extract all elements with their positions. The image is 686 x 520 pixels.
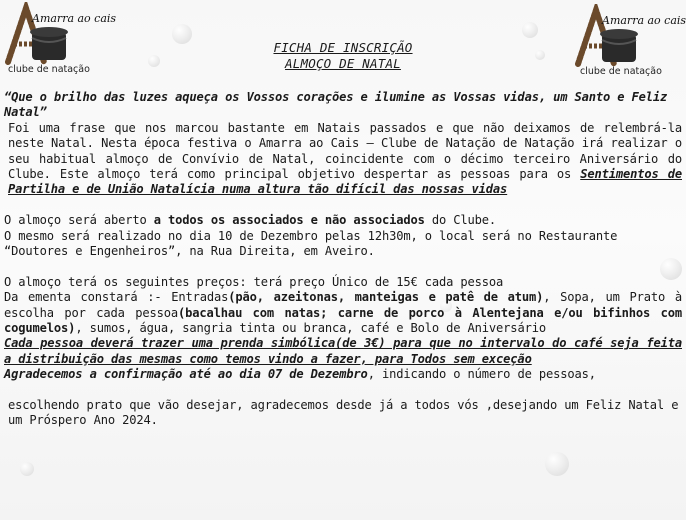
menu-text-end: , sumos, água, sangria tinta ou branca, café e Bolo de Aniversário <box>75 321 546 336</box>
gift-paragraph: Cada pessoa deverá trazer uma prenda simbólica(de 3€) para que no intervalo do café seja feita a distribuição das mesmas como temos vindo a fazer, para Todos sem exceção <box>4 336 682 366</box>
logo-brand-text: Amarra ao cais <box>602 14 686 27</box>
document-body <box>4 90 682 429</box>
intro-emphasis: Sentimentos de Partilha e de União Natalícia numa altura tão difícil das nossas vidas <box>8 167 682 197</box>
intro-text: Foi uma frase que nos marcou bastante em Natais passados e que não deixamos de relembrá-la neste Natal. Nesta época festiva o Amarra ao Cais – Clube de Natação de Natação irá realizar o seu habitual almoço de Convívio de Natal, coincidente com o décimo terceiro Aniversário do Clube. Este almoço terá como principal objetivo despertar as pessoas para os <box>8 120 682 182</box>
price-paragraph: O almoço terá os seguintes preços: terá preço Único de 15€ cada pessoa <box>4 274 504 289</box>
open-bold: a todos os associados e não associados <box>153 213 425 228</box>
decorative-bubble <box>545 452 569 476</box>
page-title: FICHA DE INSCRIÇÃO <box>273 40 413 55</box>
confirm-text: , indicando o número de pessoas, <box>367 367 596 382</box>
intro-paragraph <box>4 121 682 198</box>
menu-text: Da ementa constará :- Entradas <box>4 290 229 305</box>
logo-club-text: clube de natação <box>580 66 662 77</box>
decorative-bubble <box>522 22 538 38</box>
menu-starters: (pão, azeitonas, manteigas e patê de atum) <box>228 290 544 305</box>
open-text-end: do Clube. <box>424 213 497 228</box>
confirm-paragraph <box>4 367 682 382</box>
menu-text-mid: , Sopa, um Prato à escolha por cada pessoa <box>4 290 682 320</box>
decorative-bubble <box>20 462 34 476</box>
open-text: O almoço será aberto <box>4 213 154 228</box>
menu-mains: (bacalhau com natas; carne de porco à Alentejana e/ou bifinhos com cogumelos) <box>4 305 682 336</box>
opening-quote: “Que o brilho das luzes aqueça os Vossos corações e ilumine as Vossas vidas, um Santo e Feliz Natal” <box>4 90 668 120</box>
date-paragraph: O mesmo será realizado no dia 10 de Dezembro pelas 12h30m, o local será no Restaurante “Doutores e Engenheiros”, na Rua Direita, em Aveiro. <box>4 228 618 259</box>
logo-club-text: clube de natação <box>8 64 90 75</box>
page-subtitle: ALMOÇO DE NATAL <box>285 56 401 71</box>
closing-paragraph: escolhendo prato que vão desejar, agradecemos desde já a todos vós ,desejando um Feliz Natal e um Próspero Ano 2024. <box>8 398 679 428</box>
open-paragraph <box>4 213 682 228</box>
confirm-bold: Agradecemos a confirmação até ao dia 07 de Dezembro <box>4 367 368 382</box>
menu-paragraph <box>4 290 682 336</box>
logo-brand-text: Amarra ao cais <box>32 12 117 25</box>
